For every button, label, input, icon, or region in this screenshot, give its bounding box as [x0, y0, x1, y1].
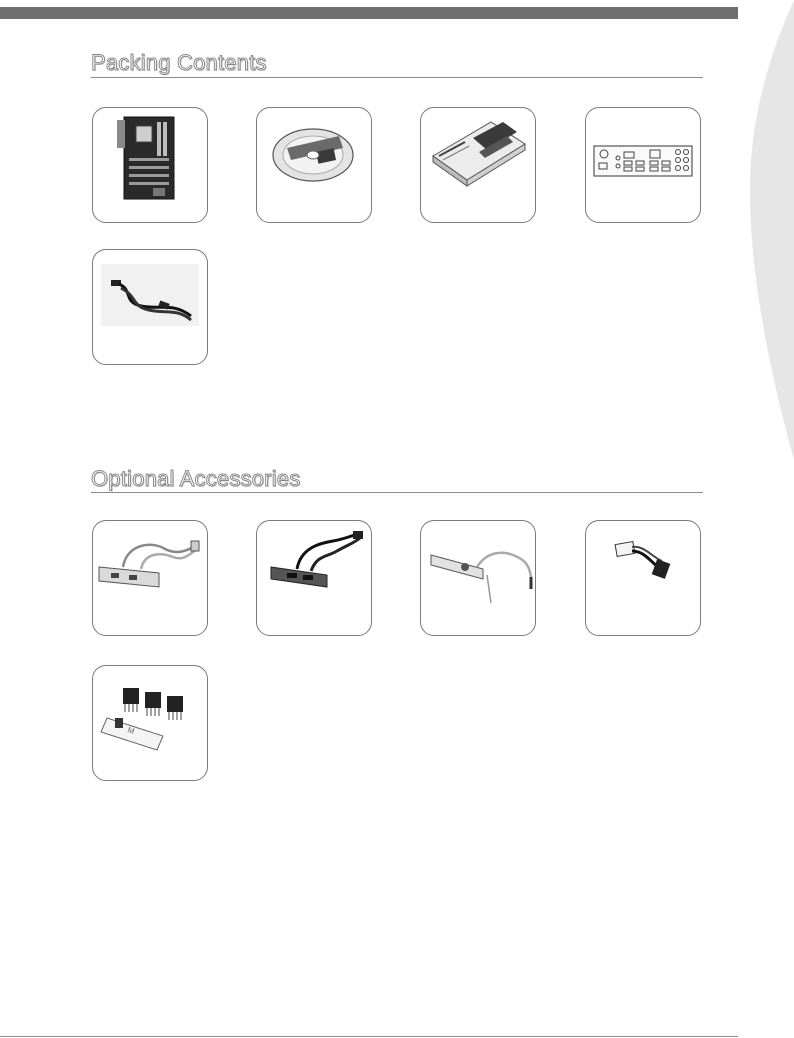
optional-accessories-title: Optional Accessories: [91, 466, 301, 491]
usb-bracket-icon: [93, 521, 206, 634]
motherboard-icon: [93, 108, 206, 221]
sata-cable-card: [92, 249, 208, 365]
chapter-side-tab: [748, 0, 794, 470]
driver-cd-card: [256, 107, 372, 223]
m-connector-icon: [93, 666, 206, 779]
driver-cd-icon: [257, 108, 370, 221]
serial-bracket-icon: [421, 521, 534, 634]
power-adapter-cable-card: [585, 520, 701, 636]
serial-bracket-card: [420, 520, 536, 636]
sata-cable-icon: [93, 250, 206, 363]
user-guide-icon: [421, 108, 534, 221]
usb-bracket-card: [92, 520, 208, 636]
top-header-bar: [0, 7, 738, 19]
io-shield-icon: [586, 108, 699, 221]
power-adapter-cable-icon: [586, 521, 699, 634]
io-shield-card: [585, 107, 701, 223]
esata-bracket-icon: [257, 521, 370, 634]
m-connector-card: [92, 665, 208, 781]
bottom-rule: [0, 1036, 738, 1037]
svg-text:M: M: [126, 725, 136, 736]
packing-contents-rule: [91, 77, 703, 78]
esata-bracket-card: [256, 520, 372, 636]
packing-contents-title: Packing Contents: [91, 50, 267, 75]
optional-accessories-rule: [91, 492, 703, 493]
motherboard-card: [92, 107, 208, 223]
user-guide-card: [420, 107, 536, 223]
